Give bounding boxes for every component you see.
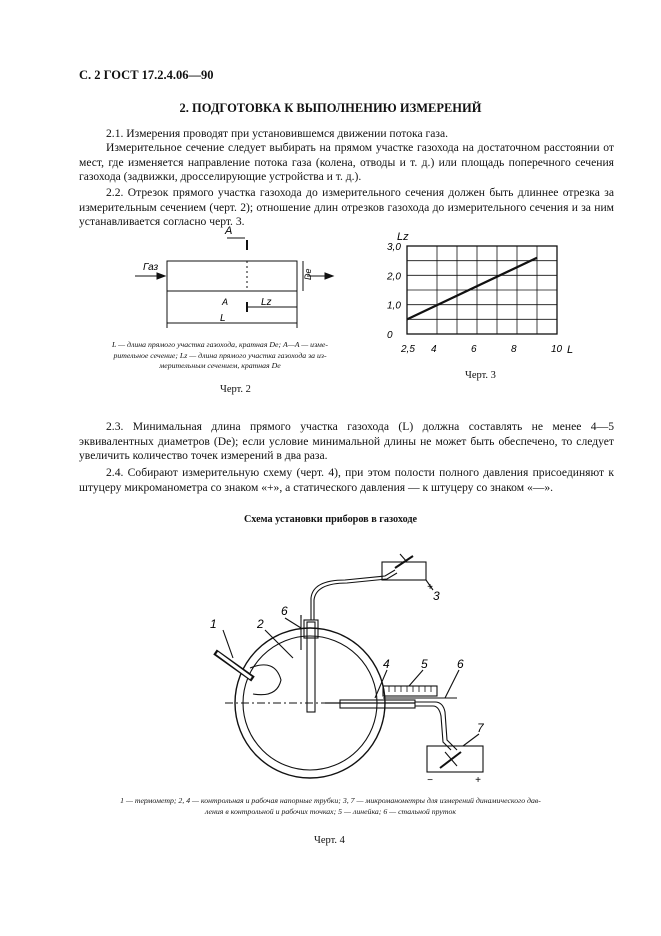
thermometer-gland bbox=[250, 665, 281, 695]
figure-4-schema bbox=[195, 540, 495, 795]
lz-label: Lz bbox=[261, 297, 272, 308]
micromanometer-7-tube bbox=[440, 752, 461, 768]
hose-to-micromanometer-7 bbox=[415, 702, 457, 750]
thermometer-inner bbox=[217, 653, 251, 678]
label-4: 4 bbox=[383, 657, 390, 671]
page-header: С. 2 ГОСТ 17.2.4.06—90 bbox=[79, 68, 214, 82]
paragraph-2-3: 2.3. Минимальная длина прямого участка газохода (L) должна составлять не менее 4—5 эквивалентных диаметров (Dе); если условие минимальной длины не может быть обеспечено, то следует увеличить количество точек измерений в два раза. bbox=[79, 420, 614, 463]
leader-7 bbox=[463, 734, 479, 746]
y-axis-label: Lz bbox=[397, 231, 409, 243]
figure-4-label: Черт. 4 bbox=[314, 835, 345, 846]
y-tick-label: 2,0 bbox=[387, 271, 401, 283]
x-tick-label: 8 bbox=[511, 344, 517, 355]
leader-4 bbox=[375, 670, 387, 698]
paragraph-2-1-continued: Измерительное сечение следует выбирать на прямом участке газохода на достаточном расстоянии от мест, где изменяется направление потока газа (колена, отводы и т. д.) или площадь поперечного сечения газохода (задвижки, дросселирующие устройства и т. д.). bbox=[79, 141, 614, 184]
paragraph-2-4: 2.4. Собирают измерительную схему (черт. 4), при этом полости полного давления присоединяют к штуцеру микроманометра со знаком «+», а статического давления — к штуцеру со знаком «—». bbox=[79, 466, 614, 494]
figure-2-label: Черт. 2 bbox=[220, 384, 251, 395]
schema-title: Схема установки приборов в газоходе bbox=[243, 514, 418, 525]
figure-2-caption-line-1: L — длина прямого участка газохода, кратная Dе; A—A — изме- bbox=[112, 340, 328, 349]
l-label: L bbox=[220, 313, 226, 324]
paragraph-2-1: 2.1. Измерения проводят при установившемся движении потока газа. bbox=[106, 127, 449, 140]
figure-4-caption-line-2: ления в контрольной и рабочих точках; 5 — линейка; 6 — стальной пруток bbox=[204, 806, 457, 816]
micromanometer-7-minus: − bbox=[427, 775, 433, 786]
leader-1 bbox=[223, 630, 233, 658]
x-tick-label: 4 bbox=[431, 344, 437, 355]
y-tick-label: 1,0 bbox=[387, 300, 401, 312]
micromanometer-3-arm bbox=[400, 554, 407, 562]
label-2: 2 bbox=[257, 617, 264, 631]
section-label-a-bottom: A bbox=[222, 297, 229, 307]
series-line bbox=[407, 258, 537, 320]
label-7: 7 bbox=[477, 721, 484, 735]
figure-3-chart bbox=[385, 218, 585, 363]
ruler bbox=[383, 686, 437, 696]
duct-rectangle bbox=[167, 261, 297, 291]
x-tick-label: 10 bbox=[551, 344, 563, 355]
y-tick-label: 3,0 bbox=[387, 242, 401, 253]
label-1: 1 bbox=[210, 617, 217, 631]
label-6-top: 6 bbox=[281, 604, 288, 618]
micromanometer-7-box bbox=[427, 746, 483, 772]
leader-5 bbox=[409, 670, 423, 686]
leader-6-right bbox=[445, 670, 459, 698]
figure-4-caption bbox=[30, 796, 631, 817]
x-tick-label: 6 bbox=[471, 344, 477, 355]
de-label: Dе bbox=[303, 268, 313, 280]
outflow-arrow bbox=[325, 273, 333, 279]
paragraph-2-2: 2.2. Отрезок прямого участка газохода до измерительного сечения должен быть длиннее отрезка за измерительным сечением (черт. 2); отношение длин отрезков газохода до измерительного сечения и за ним устанавливается согласно черт. 3. bbox=[79, 186, 614, 229]
ruler-ticks bbox=[389, 686, 431, 692]
figure-2-caption bbox=[85, 340, 355, 372]
micromanometer-7-plus: + bbox=[475, 775, 481, 786]
figure-2-duct-diagram bbox=[85, 218, 355, 338]
label-3: 3 bbox=[433, 589, 440, 603]
x-tick-label: 2,5 bbox=[401, 344, 415, 355]
section-title: 2. ПОДГОТОВКА К ВЫПОЛНЕНИЮ ИЗМЕРЕНИЙ bbox=[179, 101, 482, 115]
figure-4-caption-line-1: 1 — термометр; 2, 4 — контрольная и рабочая напорные трубки; 3, 7 — микроманометры для измерений динамического дав- bbox=[120, 796, 541, 805]
y-tick-label: 0 bbox=[387, 330, 393, 341]
figure-2-caption-line-3: мерительным сечением, кратная Dе bbox=[159, 361, 281, 370]
micromanometer-3-box bbox=[382, 562, 426, 580]
figure-3-label: Черт. 3 bbox=[465, 370, 496, 381]
label-6-right: 6 bbox=[457, 657, 464, 671]
x-axis-label: L bbox=[567, 344, 574, 356]
gas-label: Газ bbox=[143, 262, 159, 273]
gas-flow-arrow bbox=[157, 273, 165, 279]
control-tube-fitting bbox=[304, 620, 318, 638]
section-label-a-top: A bbox=[225, 225, 233, 237]
figure-2-caption-line-2: рительное сечение; Lz — длина прямого участка газохода за из- bbox=[113, 350, 327, 360]
micromanometer-3-plus: + bbox=[427, 582, 433, 593]
leader-6-top bbox=[285, 618, 301, 628]
label-5: 5 bbox=[421, 657, 428, 671]
